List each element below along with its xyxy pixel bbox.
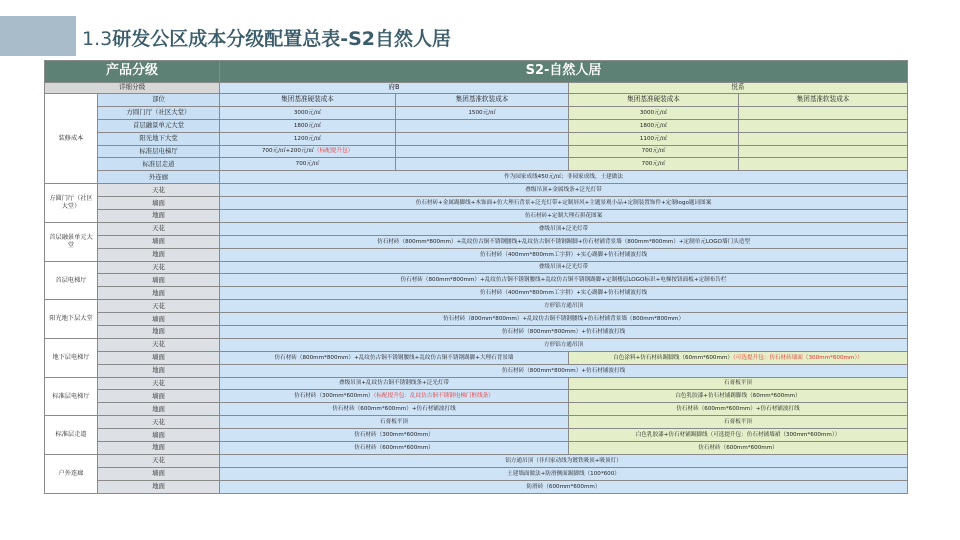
category-std-corridor: 标准层走道 — [45, 416, 98, 455]
cell: 叠级吊顶+乱纹仿古铜不锈钢线条+泛光灯带 — [220, 377, 569, 390]
row-label: 地面 — [98, 287, 220, 300]
cell: 1800元/㎡ — [569, 119, 739, 132]
row-label: 天花 — [98, 222, 220, 235]
title-accent-bar — [0, 16, 76, 56]
table-row — [45, 222, 908, 235]
table-row — [45, 94, 908, 107]
cell: 1100元/㎡ — [569, 132, 739, 145]
row-label: 天花 — [98, 338, 220, 351]
category-fangyuan: 方圆门厅（社区大堂） — [45, 184, 98, 223]
row-label: 天花 — [98, 261, 220, 274]
row-label: 方圆门厅（社区大堂） — [98, 106, 220, 119]
page-title — [82, 24, 451, 51]
table-row — [45, 132, 908, 145]
product-level-header: 产品分级 — [45, 61, 220, 83]
upgrade-note: （标配提升包：乱纹仿古铜不锈钢电梯门框线条） — [373, 393, 494, 400]
row-label: 天花 — [98, 454, 220, 467]
cell: 土建墙面做法+防滑侧面踢脚线（100*600） — [220, 467, 908, 480]
table-row — [45, 313, 908, 326]
row-label: 阳光地下大堂 — [98, 132, 220, 145]
cell — [220, 145, 396, 158]
table-row — [45, 390, 908, 403]
cell-text: 700元/㎡+200元/㎡ — [261, 148, 315, 155]
table-row — [45, 210, 908, 223]
row-label: 标准层走道 — [98, 158, 220, 171]
category-basement: 地下层电梯厅 — [45, 338, 98, 377]
table-row — [45, 171, 908, 184]
cell — [396, 145, 569, 158]
cell: 叠级吊顶+金属线条+泛光灯带 — [220, 184, 908, 197]
table-row — [45, 287, 908, 300]
position-header: 部位 — [98, 94, 220, 107]
cell — [396, 158, 569, 171]
row-label: 天花 — [98, 416, 220, 429]
row-label: 地面 — [98, 364, 220, 377]
row-label: 墙面 — [98, 235, 220, 248]
cell: 700元/㎡ — [569, 158, 739, 171]
row-label: 墙面 — [98, 467, 220, 480]
table-row — [45, 106, 908, 119]
cell: 防滑砖（600mm*600mm） — [220, 480, 908, 493]
category-outdoor: 户外连廊 — [45, 454, 98, 493]
cell — [739, 132, 908, 145]
yue-column-header: 悦系 — [569, 83, 908, 94]
table-row — [45, 429, 908, 442]
row-label: 地面 — [98, 403, 220, 416]
cell — [739, 158, 908, 171]
detail-level-header: 详细分级 — [45, 83, 220, 94]
table-row — [45, 467, 908, 480]
table-row — [45, 184, 908, 197]
row-label: 外连廊 — [98, 171, 220, 184]
yue-soft-header: 集团基准软装成本 — [739, 94, 908, 107]
cell: 1200元/㎡ — [220, 132, 396, 145]
cell: 仿石材砖（300mm*600mm） — [220, 429, 569, 442]
table-row — [45, 338, 908, 351]
row-label: 墙面 — [98, 313, 220, 326]
table-row — [45, 300, 908, 313]
row-label: 墙面 — [98, 429, 220, 442]
row-label: 地面 — [98, 480, 220, 493]
cell: 仿石材砖（600mm*600mm） — [220, 442, 569, 455]
cell: 作为园家成线450元/㎡；非园家成线，土建做法 — [220, 171, 908, 184]
table-row — [45, 326, 908, 339]
cell — [739, 145, 908, 158]
title-number: 1.3 — [82, 28, 113, 50]
cell: 3000元/㎡ — [569, 106, 739, 119]
detail-level-row — [45, 83, 908, 94]
yue-hard-header: 集团基准硬装成本 — [569, 94, 739, 107]
cell: 仿石材砖（800mm*800mm）+仿石材铺波打线 — [220, 326, 908, 339]
table-row — [45, 274, 908, 287]
cell: 叠级吊顶+泛光灯带 — [220, 222, 908, 235]
fu-soft-header: 集团基准软装成本 — [396, 94, 569, 107]
row-label: 天花 — [98, 184, 220, 197]
fu-column-header: 府B — [220, 83, 569, 94]
upgrade-note: （标配提升包） — [314, 148, 354, 155]
fu-hard-header: 集团基准硬装成本 — [220, 94, 396, 107]
table-row — [45, 158, 908, 171]
table-row — [45, 377, 908, 390]
table-row — [45, 480, 908, 493]
cell — [396, 132, 569, 145]
row-label: 天花 — [98, 377, 220, 390]
table-row — [45, 364, 908, 377]
cell: 仿石材砖+定制大理石拼花图案 — [220, 210, 908, 223]
row-label: 墙面 — [98, 351, 220, 364]
cell: 铝方通吊顶（非归家动线为镀铁吸顶+吸顶灯） — [220, 454, 908, 467]
category-sunlight: 阳光地下层大堂 — [45, 300, 98, 339]
row-label: 地面 — [98, 442, 220, 455]
cell: 仿石材砖（600mm*600mm）+仿石材铺波打线 — [569, 403, 908, 416]
cell: 叠级吊顶+泛光灯带 — [220, 261, 908, 274]
cell: 仿石材砖（600mm*600mm）+仿石材铺波打线 — [220, 403, 569, 416]
cell: 仿石材砖+金属踢脚线+木饰面+仿大理石背景+泛光灯带+定制屏风+主题景观小品+定制装置饰件+定制logo题词图案 — [220, 197, 908, 210]
row-label: 地面 — [98, 248, 220, 261]
cell: 白色乳胶漆+仿石材铺踢脚线（可选提升包：仿石材铺墙裙（300mm*600mm）） — [569, 429, 908, 442]
category-elevator-1f: 首层电梯厅 — [45, 261, 98, 300]
table-row — [45, 454, 908, 467]
cell: 仿石材砖（800mm*800mm）+乱纹仿古铜不锈钢腰线+乱纹仿古铜不锈钢踢脚+大理石背景墙 — [220, 351, 569, 364]
cell — [396, 119, 569, 132]
cell: 石膏板平顶 — [220, 416, 569, 429]
cell-text: 白色涂料+仿石材砖踢脚线（60mm*600mm） — [613, 354, 733, 361]
row-label: 墙面 — [98, 197, 220, 210]
row-label: 标准层电梯厅 — [98, 145, 220, 158]
cost-config-table — [44, 60, 908, 494]
row-label: 地面 — [98, 326, 220, 339]
cell: 仿石材砖（400mm*800mm工字拼）+实心踢脚+仿石材铺波打线 — [220, 248, 908, 261]
product-name-header: S2-自然人居 — [220, 61, 908, 83]
table-header-row — [45, 61, 908, 83]
cell-text: 仿石材砖（300mm*600mm） — [294, 393, 374, 400]
upgrade-note: （可选提升包：仿石材砖墙面（300mm*600mm）） — [732, 354, 863, 361]
title-text: 研发公区成本分级配置总表-S2自然人居 — [112, 28, 452, 50]
row-label: 首层融景单元大堂 — [98, 119, 220, 132]
cell: 3000元/㎡ — [220, 106, 396, 119]
cell: 石膏板平顶 — [569, 416, 908, 429]
cell: 1800元/㎡ — [220, 119, 396, 132]
table-row — [45, 248, 908, 261]
table-row — [45, 403, 908, 416]
cell — [220, 390, 569, 403]
category-std-elevator: 标准层电梯厅 — [45, 377, 98, 416]
cell: 700元/㎡ — [569, 145, 739, 158]
row-label: 墙面 — [98, 274, 220, 287]
table-row — [45, 197, 908, 210]
cell: 方形铝方通吊顶 — [220, 338, 908, 351]
cell — [569, 351, 908, 364]
table-row — [45, 351, 908, 364]
cell: 仿石材砖（800mm*800mm）+仿石材铺波打线 — [220, 364, 908, 377]
cell: 仿石材砖（400mm*800mm工字拼）+实心踢脚+仿石材铺波打线 — [220, 287, 908, 300]
table-row — [45, 442, 908, 455]
category-rongjing: 首层融景单元大堂 — [45, 222, 98, 261]
table-row — [45, 119, 908, 132]
table-row — [45, 261, 908, 274]
cell: 仿石材砖（800mm*800mm）+乱纹仿古铜不锈钢腰线+仿石材铺背景墙（800mm*800mm） — [220, 313, 908, 326]
cell: 石膏板平顶 — [569, 377, 908, 390]
row-label: 天花 — [98, 300, 220, 313]
cell: 700元/㎡ — [220, 158, 396, 171]
table-row — [45, 235, 908, 248]
cell — [739, 106, 908, 119]
table-row — [45, 416, 908, 429]
cell: 白色乳胶漆+仿石材铺踢脚线（60mm*600mm） — [569, 390, 908, 403]
cell: 仿石材砖（800mm*800mm）+乱纹仿古铜不锈钢腰线+乱纹仿古铜不锈钢踢脚+定制楼层LOGO标识+电梯按钮面板+定制布告栏 — [220, 274, 908, 287]
cell: 仿石材砖（600mm*600mm） — [569, 442, 908, 455]
cell: 仿石材砖（800mm*800mm）+乱纹仿古铜不锈钢腰线+乱纹仿古铜不锈钢踢脚+仿石材铺背景墙（800mm*800mm）+定制单元LOGO墙门头造型 — [220, 235, 908, 248]
cell — [739, 119, 908, 132]
cell: 方形铝方通吊顶 — [220, 300, 908, 313]
row-label: 地面 — [98, 210, 220, 223]
row-label: 墙面 — [98, 390, 220, 403]
category-decor: 装修成本 — [45, 94, 98, 184]
cell: 1500元/㎡ — [396, 106, 569, 119]
table-row — [45, 145, 908, 158]
